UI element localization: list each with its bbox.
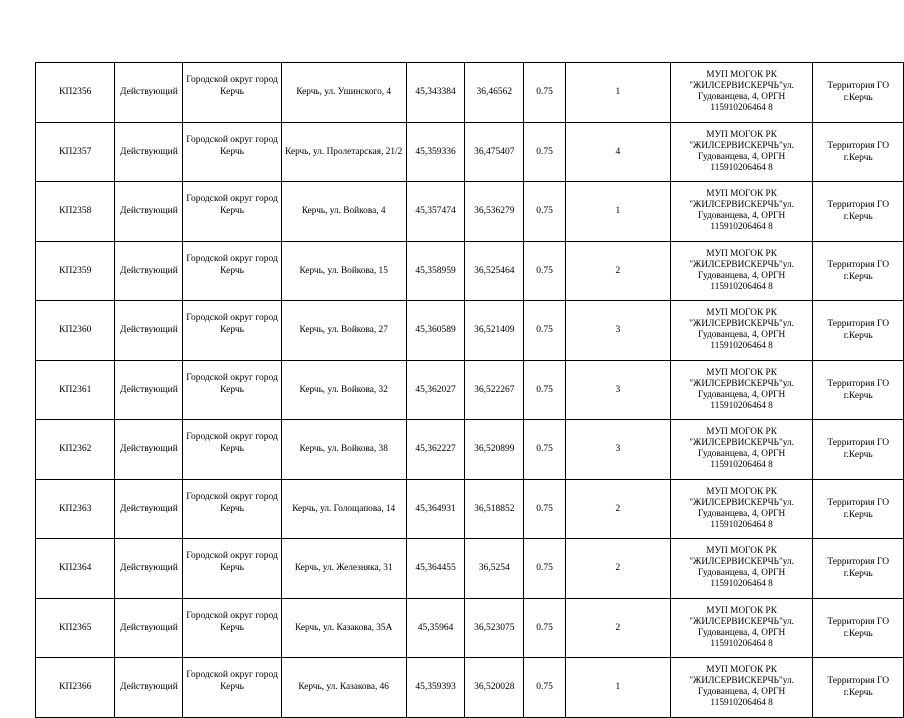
territory-cell: Территория ГО г.Керчь (813, 360, 904, 420)
table-row (36, 598, 904, 658)
longitude-cell: 36,520028 (465, 658, 524, 718)
site-id-cell: КП2360 (36, 301, 115, 361)
longitude-cell: 36,525464 (465, 241, 524, 301)
volume-cell: 0.75 (524, 420, 566, 480)
municipality-cell: Городской округ город Керчь (183, 63, 281, 123)
site-id-cell: КП2358 (36, 182, 115, 242)
table-row (36, 479, 904, 539)
status-cell: Действующий (115, 301, 183, 361)
container-count-cell: 2 (565, 241, 670, 301)
territory-cell: Территория ГО г.Керчь (813, 241, 904, 301)
volume-cell: 0.75 (524, 241, 566, 301)
territory-cell: Территория ГО г.Керчь (813, 63, 904, 123)
table-row (36, 539, 904, 599)
municipality-cell: Городской округ город Керчь (183, 182, 281, 242)
container-count-cell: 2 (565, 479, 670, 539)
territory-cell: Территория ГО г.Керчь (813, 182, 904, 242)
territory-cell: Территория ГО г.Керчь (813, 301, 904, 361)
volume-cell: 0.75 (524, 182, 566, 242)
table-row (36, 122, 904, 182)
address-cell: Керчь, ул. Войкова, 27 (281, 301, 406, 361)
longitude-cell: 36,523075 (465, 598, 524, 658)
longitude-cell: 36,522267 (465, 360, 524, 420)
table-row (36, 360, 904, 420)
latitude-cell: 45,364455 (406, 539, 465, 599)
volume-cell: 0.75 (524, 479, 566, 539)
volume-cell: 0.75 (524, 63, 566, 123)
owner-cell: МУП МОГОК РК "ЖИЛСЕРВИСКЕРЧЬ"ул. Гудованцева, 4, ОРГН 115910206464 8 (670, 122, 813, 182)
owner-cell: МУП МОГОК РК "ЖИЛСЕРВИСКЕРЧЬ"ул. Гудованцева, 4, ОРГН 115910206464 8 (670, 301, 813, 361)
container-count-cell: 1 (565, 182, 670, 242)
longitude-cell: 36,518852 (465, 479, 524, 539)
territory-cell: Территория ГО г.Керчь (813, 122, 904, 182)
longitude-cell: 36,536279 (465, 182, 524, 242)
container-sites-table (35, 62, 904, 718)
status-cell: Действующий (115, 122, 183, 182)
container-count-cell: 3 (565, 420, 670, 480)
container-count-cell: 2 (565, 598, 670, 658)
volume-cell: 0.75 (524, 598, 566, 658)
owner-cell: МУП МОГОК РК "ЖИЛСЕРВИСКЕРЧЬ"ул. Гудованцева, 4, ОРГН 115910206464 8 (670, 658, 813, 718)
owner-cell: МУП МОГОК РК "ЖИЛСЕРВИСКЕРЧЬ"ул. Гудованцева, 4, ОРГН 115910206464 8 (670, 479, 813, 539)
table-row (36, 63, 904, 123)
latitude-cell: 45,359393 (406, 658, 465, 718)
table-row (36, 420, 904, 480)
territory-cell: Территория ГО г.Керчь (813, 539, 904, 599)
address-cell: Керчь, ул. Ушинского, 4 (281, 63, 406, 123)
status-cell: Действующий (115, 420, 183, 480)
municipality-cell: Городской округ город Керчь (183, 479, 281, 539)
municipality-cell: Городской округ город Керчь (183, 122, 281, 182)
address-cell: Керчь, ул. Голощапова, 14 (281, 479, 406, 539)
container-count-cell: 3 (565, 360, 670, 420)
latitude-cell: 45,360589 (406, 301, 465, 361)
longitude-cell: 36,520899 (465, 420, 524, 480)
site-id-cell: КП2359 (36, 241, 115, 301)
site-id-cell: КП2366 (36, 658, 115, 718)
table-row (36, 241, 904, 301)
address-cell: Керчь, ул. Казакова, 35А (281, 598, 406, 658)
municipality-cell: Городской округ город Керчь (183, 598, 281, 658)
status-cell: Действующий (115, 658, 183, 718)
status-cell: Действующий (115, 539, 183, 599)
owner-cell: МУП МОГОК РК "ЖИЛСЕРВИСКЕРЧЬ"ул. Гудованцева, 4, ОРГН 115910206464 8 (670, 539, 813, 599)
volume-cell: 0.75 (524, 122, 566, 182)
municipality-cell: Городской округ город Керчь (183, 658, 281, 718)
address-cell: Керчь, ул. Войкова, 4 (281, 182, 406, 242)
site-id-cell: КП2356 (36, 63, 115, 123)
address-cell: Керчь, ул. Войкова, 32 (281, 360, 406, 420)
latitude-cell: 45,358959 (406, 241, 465, 301)
municipality-cell: Городской округ город Керчь (183, 539, 281, 599)
territory-cell: Территория ГО г.Керчь (813, 658, 904, 718)
longitude-cell: 36,521409 (465, 301, 524, 361)
site-id-cell: КП2363 (36, 479, 115, 539)
municipality-cell: Городской округ город Керчь (183, 360, 281, 420)
longitude-cell: 36,5254 (465, 539, 524, 599)
latitude-cell: 45,359336 (406, 122, 465, 182)
owner-cell: МУП МОГОК РК "ЖИЛСЕРВИСКЕРЧЬ"ул. Гудованцева, 4, ОРГН 115910206464 8 (670, 598, 813, 658)
municipality-cell: Городской округ город Керчь (183, 301, 281, 361)
status-cell: Действующий (115, 598, 183, 658)
longitude-cell: 36,475407 (465, 122, 524, 182)
status-cell: Действующий (115, 479, 183, 539)
site-id-cell: КП2364 (36, 539, 115, 599)
status-cell: Действующий (115, 241, 183, 301)
longitude-cell: 36,46562 (465, 63, 524, 123)
container-count-cell: 1 (565, 658, 670, 718)
volume-cell: 0.75 (524, 360, 566, 420)
table-body (36, 63, 904, 718)
latitude-cell: 45,357474 (406, 182, 465, 242)
municipality-cell: Городской округ город Керчь (183, 241, 281, 301)
table-row (36, 658, 904, 718)
status-cell: Действующий (115, 360, 183, 420)
latitude-cell: 45,35964 (406, 598, 465, 658)
latitude-cell: 45,362227 (406, 420, 465, 480)
container-count-cell: 4 (565, 122, 670, 182)
territory-cell: Территория ГО г.Керчь (813, 420, 904, 480)
latitude-cell: 45,362027 (406, 360, 465, 420)
owner-cell: МУП МОГОК РК "ЖИЛСЕРВИСКЕРЧЬ"ул. Гудованцева, 4, ОРГН 115910206464 8 (670, 241, 813, 301)
site-id-cell: КП2362 (36, 420, 115, 480)
status-cell: Действующий (115, 63, 183, 123)
container-count-cell: 2 (565, 539, 670, 599)
status-cell: Действующий (115, 182, 183, 242)
table-row (36, 182, 904, 242)
address-cell: Керчь, ул. Железняка, 31 (281, 539, 406, 599)
owner-cell: МУП МОГОК РК "ЖИЛСЕРВИСКЕРЧЬ"ул. Гудованцева, 4, ОРГН 115910206464 8 (670, 182, 813, 242)
site-id-cell: КП2361 (36, 360, 115, 420)
address-cell: Керчь, ул. Пролетарская, 21/2 (281, 122, 406, 182)
address-cell: Керчь, ул. Казакова, 46 (281, 658, 406, 718)
site-id-cell: КП2365 (36, 598, 115, 658)
owner-cell: МУП МОГОК РК "ЖИЛСЕРВИСКЕРЧЬ"ул. Гудованцева, 4, ОРГН 115910206464 8 (670, 63, 813, 123)
volume-cell: 0.75 (524, 658, 566, 718)
latitude-cell: 45,343384 (406, 63, 465, 123)
address-cell: Керчь, ул. Войкова, 15 (281, 241, 406, 301)
container-count-cell: 3 (565, 301, 670, 361)
territory-cell: Территория ГО г.Керчь (813, 479, 904, 539)
owner-cell: МУП МОГОК РК "ЖИЛСЕРВИСКЕРЧЬ"ул. Гудованцева, 4, ОРГН 115910206464 8 (670, 360, 813, 420)
table-row (36, 301, 904, 361)
territory-cell: Территория ГО г.Керчь (813, 598, 904, 658)
site-id-cell: КП2357 (36, 122, 115, 182)
owner-cell: МУП МОГОК РК "ЖИЛСЕРВИСКЕРЧЬ"ул. Гудованцева, 4, ОРГН 115910206464 8 (670, 420, 813, 480)
latitude-cell: 45,364931 (406, 479, 465, 539)
address-cell: Керчь, ул. Войкова, 38 (281, 420, 406, 480)
volume-cell: 0.75 (524, 301, 566, 361)
container-count-cell: 1 (565, 63, 670, 123)
volume-cell: 0.75 (524, 539, 566, 599)
municipality-cell: Городской округ город Керчь (183, 420, 281, 480)
